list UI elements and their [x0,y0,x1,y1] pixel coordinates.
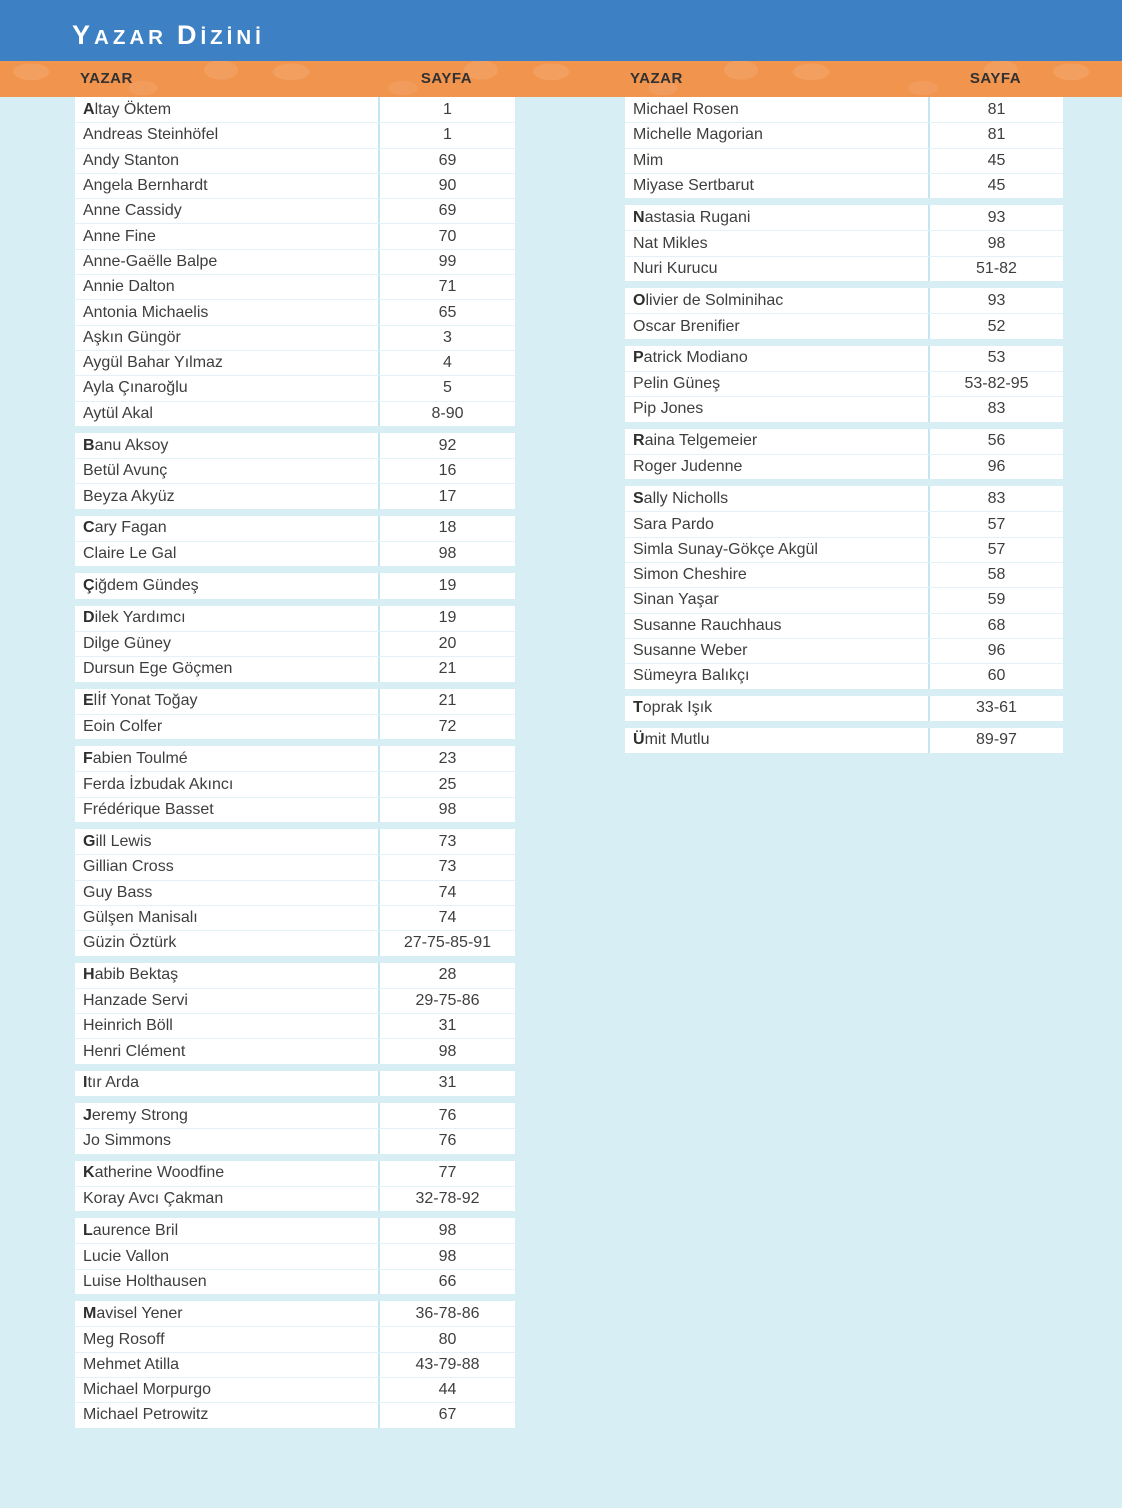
index-column-right [625,97,1063,760]
table-row [625,454,1063,479]
author-name: S ally Nicholls [633,489,729,507]
page-numbers: 67 [378,1403,515,1427]
table-row [625,613,1063,638]
author-name: J eremy Strong [83,1106,188,1124]
letter-group [75,573,515,598]
table-row [625,97,1063,122]
table-row [75,714,515,739]
letter-group [75,746,515,822]
page-numbers: 81 [928,97,1063,122]
page-numbers: 69 [378,149,515,173]
table-row [75,458,515,483]
table-row [625,696,1063,721]
page-numbers: 43-79-88 [378,1353,515,1377]
table-row [75,606,515,631]
author-name: Pip Jones [633,400,704,418]
page-numbers: 98 [378,1244,515,1268]
page-numbers: 98 [378,798,515,822]
author-column-header-right: YAZAR [630,70,683,87]
table-row [75,1103,515,1128]
letter-group [75,97,515,426]
author-name: P atrick Modiano [633,349,748,367]
table-row [75,963,515,988]
table-row [75,746,515,771]
author-name: Oscar Brenifier [633,317,740,335]
page-numbers: 77 [378,1161,515,1186]
author-name: E lİf Yonat Toğay [83,692,198,710]
letter-group [75,1218,515,1294]
letter-group [75,433,515,509]
page-numbers: 45 [928,174,1063,198]
table-row [625,562,1063,587]
table-row [75,516,515,541]
page-numbers: 72 [378,715,515,739]
page-numbers: 4 [378,351,515,375]
page-column-header-left: SAYFA [420,70,473,87]
author-name: Ayla Çınaroğlu [83,379,188,397]
page-numbers: 92 [378,433,515,458]
page-numbers: 1 [378,123,515,147]
letter-group [75,516,515,567]
author-name: N astasia Rugani [633,208,751,226]
author-name: Lucie Vallon [83,1247,169,1265]
page-numbers: 31 [378,1014,515,1038]
column-header-bar [0,61,1122,97]
title-bar [0,0,1122,61]
table-row [625,396,1063,421]
table-row [75,1402,515,1427]
page-numbers: 27-75-85-91 [378,931,515,955]
table-row [75,1186,515,1211]
letter-group [75,1301,515,1427]
author-name: Sinan Yaşar [633,591,719,609]
letter-group [625,288,1063,339]
page-numbers: 98 [378,1039,515,1063]
page-numbers: 58 [928,563,1063,587]
letter-group [75,689,515,740]
author-name: Sümeyra Balıkçı [633,667,750,685]
page-numbers: 96 [928,639,1063,663]
author-name: Güzin Öztürk [83,934,177,952]
page-numbers: 68 [928,614,1063,638]
table-row [75,97,515,122]
page-numbers: 71 [378,275,515,299]
page-numbers: 81 [928,123,1063,147]
table-row [625,638,1063,663]
author-name: Nat Mikles [633,234,708,252]
table-row [75,988,515,1013]
author-name: Simon Cheshire [633,566,747,584]
page-numbers: 29-75-86 [378,989,515,1013]
author-name: Roger Judenne [633,458,743,475]
page-numbers: 19 [378,606,515,631]
author-name: Ü mit Mutlu [633,731,710,749]
page-numbers: 96 [928,455,1063,479]
author-name: Guy Bass [83,883,153,901]
author-name: G ill Lewis [83,832,152,850]
page-numbers: 19 [378,573,515,598]
page-numbers: 99 [378,250,515,274]
page-numbers: 56 [928,429,1063,454]
table-row [625,122,1063,147]
author-name: Anne-Gaëlle Balpe [83,252,218,270]
table-row [75,829,515,854]
table-row [75,797,515,822]
table-row [625,486,1063,511]
letter-group [75,963,515,1064]
letter-group [75,1071,515,1096]
table-row [75,1326,515,1351]
author-name: Gülşen Manisalı [83,909,198,927]
table-row [75,1071,515,1096]
author-name: Eoin Colfer [83,717,163,735]
author-name: Michael Petrowitz [83,1406,209,1424]
author-name: Susanne Weber [633,642,748,660]
table-row [625,587,1063,612]
page-numbers: 60 [928,664,1063,688]
page-numbers: 74 [378,906,515,930]
author-name: D ilek Yardımcı [83,609,186,627]
table-row [75,148,515,173]
page-numbers: 57 [928,538,1063,562]
author-name: Susanne Rauchhaus [633,616,782,634]
letter-group [75,829,515,955]
table-row [75,930,515,955]
letter-group [625,486,1063,688]
table-row [75,1352,515,1377]
page-numbers: 53-82-95 [928,372,1063,396]
author-name: L aurence Bril [83,1221,179,1239]
index-column-left [75,97,515,1435]
page-numbers: 93 [928,288,1063,313]
author-name: Mehmet Atilla [83,1355,180,1373]
author-name: I tır Arda [83,1074,140,1092]
page-numbers: 31 [378,1071,515,1096]
author-name: Antonia Michaelis [83,303,209,321]
author-column-header-left: YAZAR [80,70,133,87]
page-numbers: 73 [378,855,515,879]
author-name: Aytül Akal [83,404,153,422]
author-name: Henri Clément [83,1042,186,1060]
author-name: Michael Rosen [633,100,739,118]
page-numbers: 70 [378,224,515,248]
author-name: C ary Fagan [83,519,167,537]
author-name: Beyza Akyüz [83,487,175,505]
author-name: Luise Holthausen [83,1272,207,1290]
table-row [75,249,515,274]
page-numbers: 98 [378,542,515,566]
table-row [625,256,1063,281]
page-numbers: 36-78-86 [378,1301,515,1326]
author-name: Koray Avcı Çakman [83,1190,224,1208]
author-name: Michael Morpurgo [83,1381,212,1399]
page-numbers: 53 [928,346,1063,371]
author-name: K atherine Woodfine [83,1164,225,1182]
author-name: Betül Avunç [83,462,168,480]
author-name: Sara Pardo [633,515,714,533]
author-name: Annie Dalton [83,278,175,296]
page-numbers: 25 [378,772,515,796]
page-numbers: 83 [928,397,1063,421]
page-title: YAZAR DİZİNİ [72,20,265,50]
author-name: Anne Fine [83,227,156,245]
author-name: Andreas Steinhöfel [83,126,219,144]
page-numbers: 18 [378,516,515,541]
page-numbers: 59 [928,588,1063,612]
table-row [75,325,515,350]
table-row [75,350,515,375]
author-name: Frédérique Basset [83,800,214,818]
author-name: Jo Simmons [83,1132,172,1150]
page-numbers: 76 [378,1129,515,1153]
page-numbers: 32-78-92 [378,1187,515,1211]
table-row [75,433,515,458]
table-row [75,1218,515,1243]
author-name: Ç iğdem Gündeş [83,576,199,594]
author-name: Anne Cassidy [83,202,182,220]
page-numbers: 23 [378,746,515,771]
page-numbers: 66 [378,1270,515,1294]
author-name: Meg Rosoff [83,1330,165,1348]
letter-group [75,1161,515,1212]
table-row [75,401,515,426]
author-name: O livier de Solminihac [633,291,784,309]
table-row [625,173,1063,198]
page-column-header-right: SAYFA [969,70,1022,87]
author-name: A ltay Öktem [83,100,172,118]
author-name: Pelin Güneş [633,375,721,393]
table-row [75,1013,515,1038]
letter-group [625,346,1063,422]
table-row [625,313,1063,338]
page-numbers: 80 [378,1327,515,1351]
page-numbers: 45 [928,149,1063,173]
table-row [75,1269,515,1294]
table-row [75,854,515,879]
author-name: Simla Sunay-Gökçe Akgül [633,540,818,558]
table-row [625,511,1063,536]
letter-group [625,429,1063,480]
author-name: Gillian Cross [83,858,174,876]
table-row [75,631,515,656]
table-row [75,1377,515,1402]
table-row [625,230,1063,255]
author-name: Claire Le Gal [83,545,177,563]
table-row [75,573,515,598]
table-row [75,483,515,508]
letter-group [625,205,1063,281]
page-numbers: 8-90 [378,402,515,426]
letter-group [75,1103,515,1154]
author-name: Nuri Kurucu [633,259,718,277]
table-row [625,429,1063,454]
letter-group [625,696,1063,721]
author-name: Mim [633,151,664,169]
table-row [75,198,515,223]
table-row [75,1038,515,1063]
author-name: Hanzade Servi [83,991,188,1009]
page-numbers: 93 [928,205,1063,230]
author-name: Aygül Bahar Yılmaz [83,354,223,372]
page-numbers: 83 [928,486,1063,511]
page-numbers: 20 [378,632,515,656]
author-name: F abien Toulmé [83,749,188,767]
page-numbers: 98 [928,231,1063,255]
author-name: Aşkın Güngör [83,328,181,346]
letter-group [75,606,515,682]
page-numbers: 89-97 [928,728,1063,753]
author-name: Andy Stanton [83,151,180,169]
page-numbers: 1 [378,97,515,122]
page-numbers: 57 [928,512,1063,536]
table-row [75,771,515,796]
table-row [75,656,515,681]
table-row [75,1161,515,1186]
page-numbers: 3 [378,326,515,350]
author-name: Miyase Sertbarut [633,177,754,195]
table-row [75,223,515,248]
author-name: Ferda İzbudak Akıncı [83,775,234,793]
table-row [75,689,515,714]
author-name: T oprak Işık [633,699,713,717]
table-row [625,288,1063,313]
table-row [75,173,515,198]
page-numbers: 69 [378,199,515,223]
table-row [625,537,1063,562]
letter-group [625,728,1063,753]
page-numbers: 44 [378,1378,515,1402]
page-numbers: 65 [378,300,515,324]
table-row [75,299,515,324]
page-numbers: 21 [378,689,515,714]
page-numbers: 76 [378,1103,515,1128]
page-numbers: 16 [378,459,515,483]
page-numbers: 21 [378,657,515,681]
author-name: R aina Telgemeier [633,432,758,450]
author-name: Heinrich Böll [83,1017,173,1035]
page-numbers: 73 [378,829,515,854]
table-row [625,205,1063,230]
page-numbers: 28 [378,963,515,988]
page-numbers: 17 [378,484,515,508]
table-row [75,1243,515,1268]
letter-group [625,97,1063,198]
table-row [625,728,1063,753]
author-name: Dursun Ege Göçmen [83,660,233,678]
table-row [75,375,515,400]
table-row [625,371,1063,396]
page-numbers: 51-82 [928,257,1063,281]
table-row [625,346,1063,371]
author-name: Angela Bernhardt [83,177,208,195]
table-row [75,880,515,905]
table-row [625,663,1063,688]
page-numbers: 52 [928,314,1063,338]
author-name: H abib Bektaş [83,966,179,984]
author-name: M avisel Yener [83,1304,183,1322]
table-row [625,148,1063,173]
page-numbers: 33-61 [928,696,1063,721]
table-row [75,1301,515,1326]
author-name: Michelle Magorian [633,126,763,144]
table-row [75,274,515,299]
table-row [75,905,515,930]
table-row [75,541,515,566]
page-numbers: 74 [378,881,515,905]
author-name: Dilge Güney [83,635,172,653]
table-row [75,1128,515,1153]
table-row [75,122,515,147]
page-numbers: 98 [378,1218,515,1243]
author-name: B anu Aksoy [83,436,169,454]
page-numbers: 5 [378,376,515,400]
page-numbers: 90 [378,174,515,198]
